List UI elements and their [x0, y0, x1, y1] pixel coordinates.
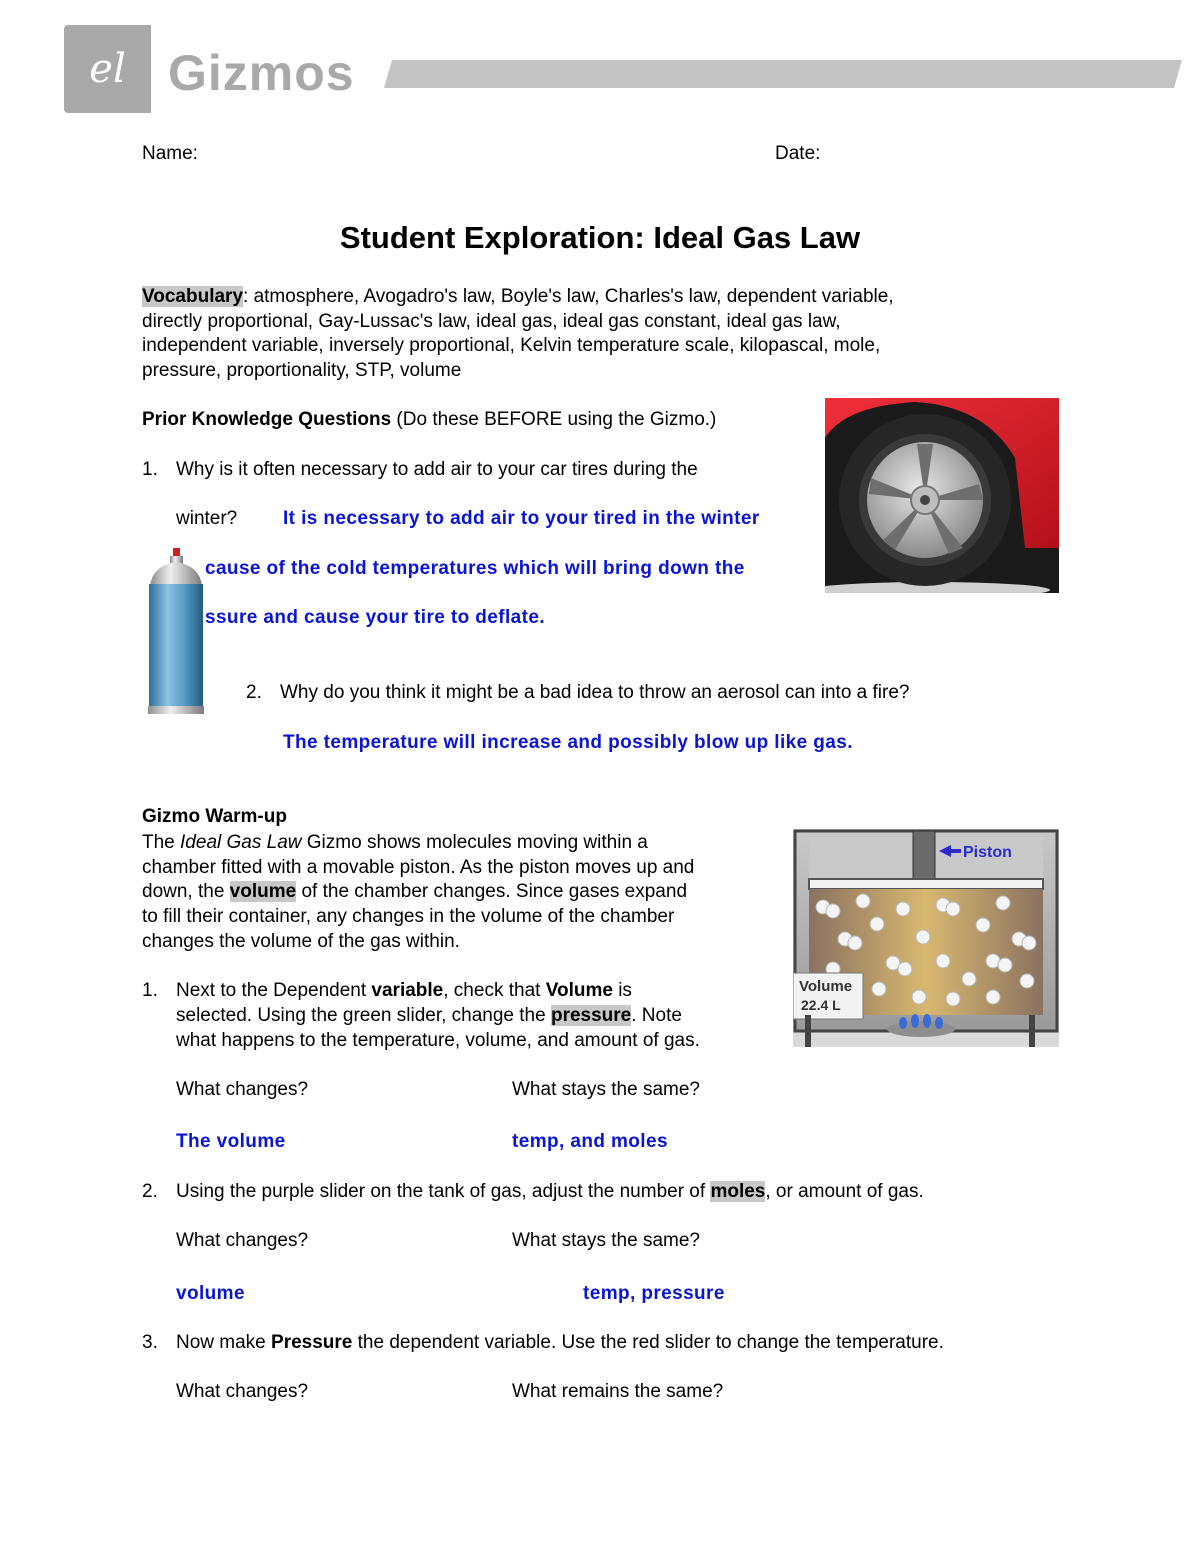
- question-number: 2.: [142, 1181, 158, 1202]
- piston-chamber-image: [793, 829, 1059, 1047]
- pk-question-1: [142, 459, 698, 481]
- gizmos-logo: [64, 25, 151, 113]
- what-remains-label: What remains the same?: [512, 1381, 724, 1402]
- warmup-question-1-line-2: [176, 1005, 682, 1027]
- text-run: the dependent variable. Use the red slider to change the temperature.: [352, 1332, 944, 1353]
- vocabulary-section: [142, 285, 1042, 384]
- pk-answer-1-line-3: ssure and cause your tire to deflate.: [205, 607, 546, 628]
- page-title: Student Exploration: Ideal Gas Law: [339, 220, 861, 255]
- warmup-line: to fill their container, any changes in the volume of the chamber: [142, 906, 675, 928]
- warmup-line: [142, 831, 694, 856]
- text-run: The: [142, 832, 181, 853]
- header-bar: [384, 60, 1182, 88]
- text-run: selected. Using the green slider, change the: [176, 1005, 551, 1026]
- vocabulary-text: : atmosphere, Avogadro's law, Boyle's law, Charles's law, dependent variable,: [243, 286, 894, 307]
- warmup-line: [142, 880, 694, 905]
- vocabulary-line: directly proportional, Gay-Lussac's law, ideal gas, ideal gas constant, ideal gas law,: [142, 310, 841, 332]
- warmup-question-1-line-3: what happens to the temperature, volume, and amount of gas.: [176, 1030, 700, 1051]
- warmup-paragraph: [142, 831, 694, 955]
- prior-knowledge-note: (Do these BEFORE using the Gizmo.): [391, 409, 717, 430]
- name-label: Name:: [142, 143, 198, 164]
- warmup-line: chamber fitted with a movable piston. As the piston moves up and: [142, 856, 695, 878]
- text-run: of the chamber changes. Since gases expand: [296, 881, 688, 903]
- answer-same: temp, and moles: [512, 1131, 668, 1152]
- what-changes-label: What changes?: [176, 1381, 309, 1402]
- prior-knowledge-title: Prior Knowledge Questions: [142, 409, 392, 430]
- logo-mark: el: [89, 46, 126, 92]
- answer-same: temp, pressure: [583, 1283, 725, 1304]
- text-run: , or amount of gas.: [765, 1181, 924, 1202]
- text-run: variable: [371, 980, 444, 1001]
- vocab-term: volume: [229, 881, 297, 903]
- question-text: Why is it often necessary to add air to your car tires during the: [176, 459, 698, 480]
- prior-knowledge-heading: [142, 409, 716, 431]
- aerosol-can-image: [140, 546, 212, 716]
- text-run: , check that: [443, 980, 546, 1001]
- what-stays-label: What stays the same?: [512, 1230, 700, 1251]
- text-run: Using the purple slider on the tank of gas, adjust the number of: [176, 1181, 711, 1202]
- text-run: Pressure: [271, 1332, 353, 1353]
- warmup-question-3: [142, 1332, 944, 1354]
- pk-question-2: [246, 682, 909, 704]
- vocab-term: moles: [710, 1181, 766, 1202]
- question-number: 1.: [142, 459, 158, 480]
- warmup-question-1: [142, 980, 632, 1002]
- brand-name: Gizmos: [168, 45, 355, 101]
- what-changes-label: What changes?: [176, 1230, 309, 1251]
- vocabulary-line: [142, 285, 1042, 310]
- question-number: 2.: [246, 682, 262, 703]
- piston-label: Piston: [963, 844, 1012, 861]
- pk-question-1-cont: winter?: [176, 508, 238, 529]
- what-stays-label: What stays the same?: [512, 1079, 700, 1100]
- answer-changes: The volume: [176, 1131, 286, 1152]
- vocab-term: pressure: [550, 1005, 632, 1026]
- text-run: Next to the Dependent: [176, 980, 372, 1001]
- warmup-question-2: [142, 1181, 924, 1203]
- volume-value: 22.4 L: [801, 997, 841, 1013]
- text-run: down, the: [142, 881, 230, 903]
- date-label: Date:: [775, 143, 821, 164]
- answer-changes: volume: [176, 1283, 245, 1304]
- vocabulary-line: pressure, proportionality, STP, volume: [142, 360, 462, 382]
- text-run: is: [612, 980, 632, 1001]
- question-number: 1.: [142, 980, 158, 1001]
- warmup-line: changes the volume of the gas within.: [142, 930, 460, 952]
- text-run: . Note: [631, 1005, 682, 1026]
- volume-label: Volume: [799, 978, 853, 995]
- warmup-heading: Gizmo Warm-up: [142, 806, 287, 827]
- pk-answer-1-line-1: It is necessary to add air to your tired in the winter: [283, 508, 760, 529]
- text-run: Gizmo shows molecules moving within a: [301, 832, 648, 853]
- vocabulary-line: independent variable, inversely proportional, Kelvin temperature scale, kilopascal, mole,: [142, 335, 881, 357]
- text-run: Now make: [176, 1332, 272, 1353]
- vocabulary-label: Vocabulary: [142, 286, 244, 307]
- pk-answer-1-line-2: cause of the cold temperatures which will bring down the: [205, 558, 745, 579]
- gizmo-name: Ideal Gas Law: [180, 832, 302, 853]
- question-number: 3.: [142, 1332, 158, 1353]
- what-changes-label: What changes?: [176, 1079, 309, 1100]
- question-text: Why do you think it might be a bad idea to throw an aerosol can into a fire?: [280, 682, 910, 703]
- car-tire-image: [825, 398, 1059, 593]
- text-run: Volume: [545, 980, 613, 1001]
- pk-answer-2: The temperature will increase and possibly blow up like gas.: [283, 732, 853, 753]
